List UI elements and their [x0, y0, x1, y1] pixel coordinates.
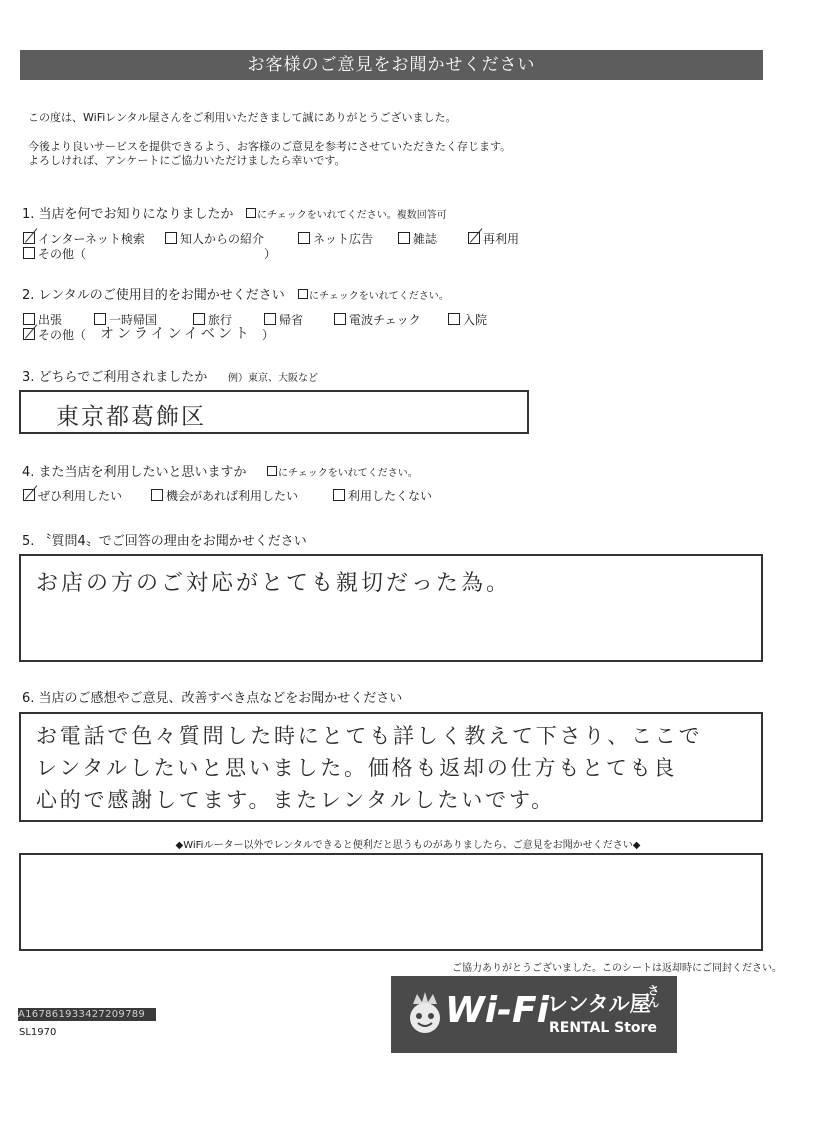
checkbox-icon[interactable] [298, 232, 310, 244]
checkbox-icon[interactable] [23, 328, 35, 340]
q6-answer-line-1: お電話で色々質問した時にとても詳しく教えて下さり、ここで [36, 724, 703, 748]
q4-option-definitely[interactable]: ぜひ利用したい [23, 487, 122, 504]
checkbox-icon[interactable] [165, 232, 177, 244]
q2-other-answer: オンラインイベント [100, 326, 252, 342]
intro-line-1: この度は、WiFiレンタル屋さんをご利用いただきまして誠にありがとうございました。 [28, 111, 457, 124]
question-4-note: にチェックをいれてください。 [267, 464, 418, 479]
wifi-rental-logo [391, 976, 677, 1053]
q2-option-business[interactable]: 出張 [23, 311, 62, 328]
logo-store-text: RENTAL Store [549, 1020, 657, 1036]
q2-option-temp-return[interactable]: 一時帰国 [94, 311, 157, 328]
logo-san-text: さん [646, 984, 660, 1008]
checkbox-icon[interactable] [23, 247, 35, 259]
q7-answer-box[interactable] [19, 853, 763, 951]
q4-option-if-chance[interactable]: 機会があれば利用したい [151, 487, 298, 504]
barcode-label: A167861933427209789 [18, 1008, 156, 1021]
q2-option-other[interactable]: その他（ [23, 326, 86, 343]
q2-other-close: ） [262, 328, 275, 342]
footer-thanks: ご協力ありがとうございました。このシートは返却時にご同封ください。 [452, 963, 782, 974]
checkbox-sample-icon [267, 466, 277, 476]
q1-option-other[interactable]: その他（ [23, 245, 86, 262]
checkbox-icon[interactable] [23, 489, 35, 501]
logo-rental-text: レンタル屋 [547, 992, 651, 1016]
checkbox-icon[interactable] [468, 232, 480, 244]
page-title: お客様のご意見をお聞かせください [20, 50, 763, 80]
question-1-label: 1. 当店を何でお知りになりましたか [22, 207, 234, 222]
question-2-label: 2. レンタルのご使用目的をお聞かせください [22, 288, 285, 303]
question-1-note: にチェックをいれてください。複数回答可 [246, 206, 447, 221]
checkbox-icon[interactable] [334, 313, 346, 325]
question-7-label: ◆WiFiルーター以外でレンタルできると便利だと思うものがありましたら、ご意見をお聞かせください◆ [175, 840, 641, 851]
q2-option-signal-check[interactable]: 電波チェック [334, 311, 421, 328]
q6-answer-line-3: 心的で感謝してます。またレンタルしたいです。 [36, 788, 555, 812]
question-5-label: 5. 〝質問4〟でご回答の理由をお聞かせください [22, 534, 307, 549]
checkbox-icon[interactable] [398, 232, 410, 244]
checkbox-icon[interactable] [23, 232, 35, 244]
q3-answer: 東京都葛飾区 [56, 404, 206, 430]
checkbox-icon[interactable] [151, 489, 163, 501]
question-3-label: 3. どちらでご利用されましたか [22, 370, 208, 385]
q1-option-magazine[interactable]: 雑誌 [398, 230, 437, 247]
q2-option-travel[interactable]: 旅行 [193, 311, 232, 328]
checkbox-icon[interactable] [23, 313, 35, 325]
logo-wifi-text: Wi-Fi [445, 990, 549, 1031]
q1-option-referral[interactable]: 知人からの紹介 [165, 230, 264, 247]
checkbox-icon[interactable] [448, 313, 460, 325]
mascot-icon [405, 990, 445, 1038]
question-4-label: 4. また当店を利用したいと思いますか [22, 465, 247, 480]
question-2-note: にチェックをいれてください。 [298, 287, 449, 302]
question-3-note: 例）東京、大阪など [228, 373, 318, 384]
q5-answer: お店の方のご対応がとても親切だった為。 [36, 571, 512, 596]
question-6-label: 6. 当店のご感想やご意見、改善すべき点などをお聞かせください [22, 691, 403, 706]
q2-option-hospital[interactable]: 入院 [448, 311, 487, 328]
checkbox-sample-icon [298, 289, 308, 299]
q4-option-no[interactable]: 利用したくない [333, 487, 432, 504]
sheet-code: SL1970 [19, 1027, 57, 1038]
checkbox-icon[interactable] [333, 489, 345, 501]
q6-answer-line-2: レンタルしたいと思いました。価格も返却の仕方もとても良 [36, 756, 678, 780]
q1-option-internet[interactable]: インターネット検索 [23, 230, 145, 247]
intro-line-2: 今後より良いサービスを提供できるよう、お客様のご意見を参考にさせていただきたく存じます。 [28, 140, 512, 153]
q1-option-reuse[interactable]: 再利用 [468, 230, 519, 247]
q1-other-close: ） [264, 247, 277, 261]
checkbox-icon[interactable] [264, 313, 276, 325]
intro-line-3: よろしければ、アンケートにご協力いただけましたら幸いです。 [28, 154, 346, 167]
q1-option-net-ad[interactable]: ネット広告 [298, 230, 373, 247]
checkbox-sample-icon [246, 208, 256, 218]
q2-option-homecoming[interactable]: 帰省 [264, 311, 303, 328]
